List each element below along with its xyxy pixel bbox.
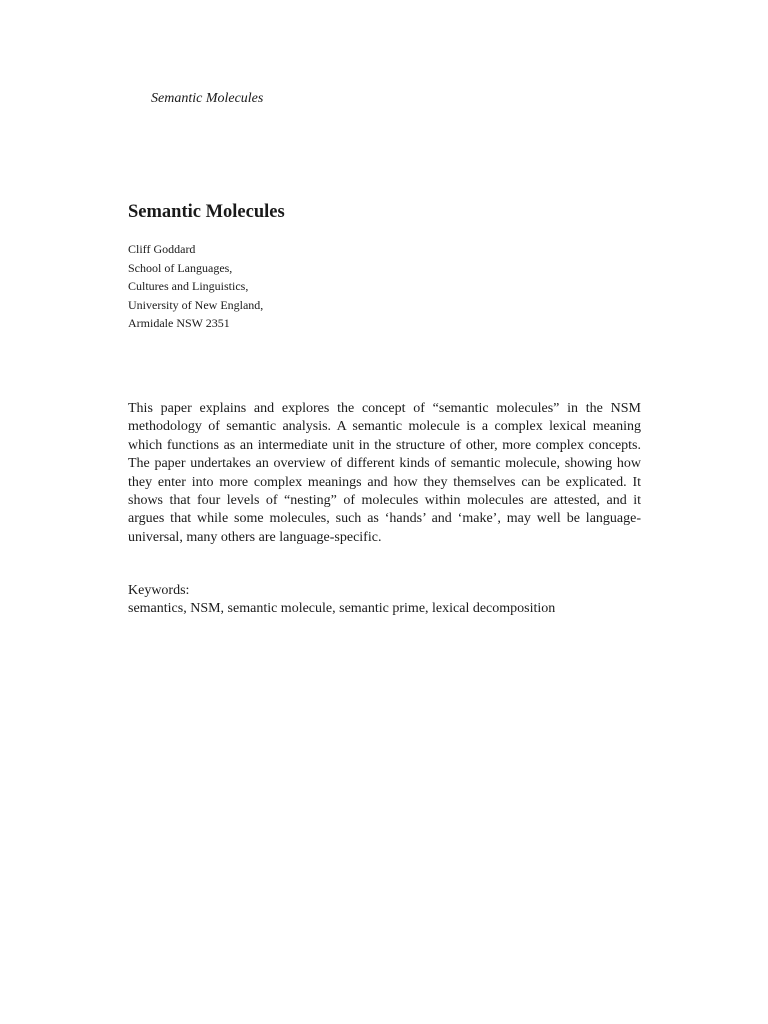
affiliation-line: Armidale NSW 2351 — [128, 316, 230, 331]
affiliation-line: Cultures and Linguistics, — [128, 279, 249, 294]
author-block — [128, 240, 263, 333]
keywords-label: Keywords: — [128, 583, 190, 598]
paper-title: Semantic Molecules — [128, 202, 285, 222]
affiliation-line: School of Languages, — [128, 260, 233, 275]
abstract-paragraph: This paper explains and explores the concept of “semantic molecules” in the NSM methodology of semantic analysis. A semantic molecule is a complex lexical meaning which functions as an intermediate unit in the structure of other, more complex concepts. The paper undertakes an overview of different kinds of semantic molecule, showing how they enter into more complex meanings and how they themselves can be explicated. It shows that four levels of “nesting” of molecules within molecules are attested, and it argues that while some molecules, such as ‘hands’ and ‘make’, may well be language-universal, many others are language-specific. — [128, 401, 641, 545]
running-header: Semantic Molecules — [151, 91, 264, 106]
affiliation-line: University of New England, — [128, 297, 264, 312]
author-name: Cliff Goddard — [128, 242, 196, 256]
keywords-block — [128, 582, 555, 619]
keywords-list: semantics, NSM, semantic molecule, semantic prime, lexical decomposition — [128, 601, 556, 617]
